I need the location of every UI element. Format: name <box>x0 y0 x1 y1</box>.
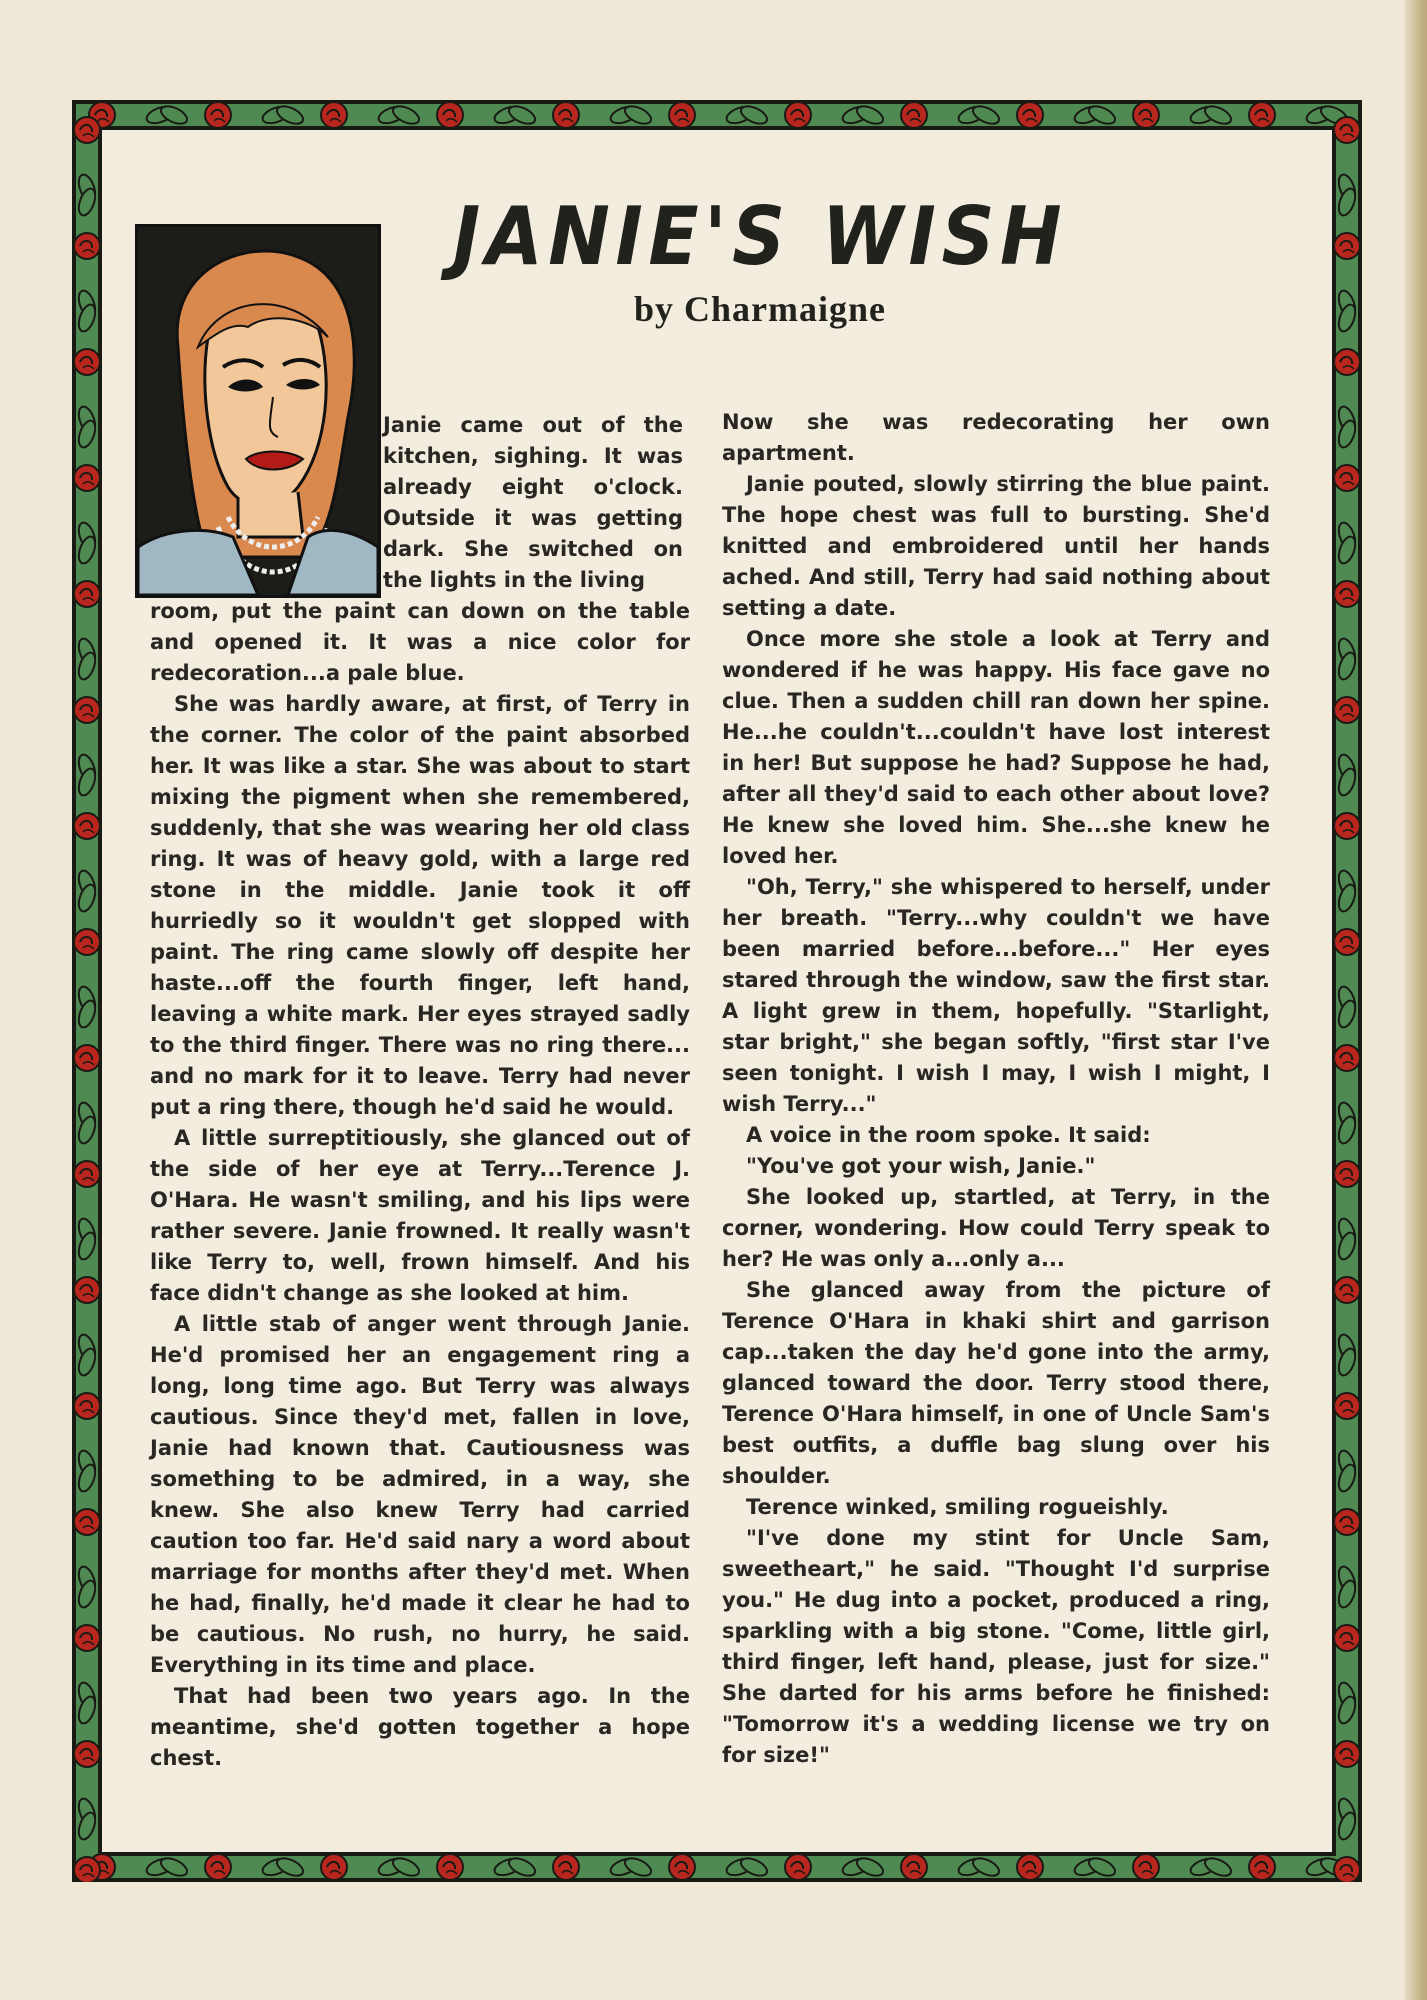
story-paragraph: Janie pouted, slowly stirring the blue paint. The hope chest was full to bursting. She'd knitted and embroidered until her hands ached. And still, Terry had said nothing about setting a date. <box>722 472 1270 620</box>
page-edge <box>1405 0 1427 2000</box>
story-paragraph: A little surreptitiously, she glanced out of the side of her eye at Terry...Terence J. O'Hara. He wasn't smiling, and his lips were rather severe. Janie frowned. It really wasn't like Terry to, well, frown himself. And his face didn't change as she looked at him. <box>150 1126 690 1305</box>
story-paragraph: A little stab of anger went through Janie. He'd promised her an engagement ring a long, long time ago. But Terry was always cautious. Since they'd met, fallen in love, Janie had known that. Cautiousness was something to be admired, in a way, she knew. She also knew Terry had carried caution too far. He'd said nary a word about marriage for months after they'd met. When he had, finally, he'd made it clear he had to be cautious. No rush, no hurry, he said. Everything in its time and place. <box>150 1312 690 1677</box>
story-paragraph: Terence winked, smiling rogueishly. <box>746 1495 1169 1519</box>
story-paragraph: Once more she stole a look at Terry and wondered if he was happy. His face gave no clue. Then a sudden chill ran down her spine. He...he couldn't...couldn't have lost interest in her! But suppose he had? Suppose he had, after all they'd said to each other about love? He knew she loved him. She...she knew he loved her. <box>722 627 1270 868</box>
story-paragraph: She glanced away from the picture of Terence O'Hara in khaki shirt and garrison cap...taken the day he'd gone into the army, glanced toward the door. Terry stood there, Terence O'Hara himself, in one of Uncle Sam's best outfits, a duffle bag slung over his shoulder. <box>722 1278 1270 1488</box>
story-paragraph: A voice in the room spoke. It said: <box>746 1123 1151 1147</box>
story-title: JANIE'S WISH <box>452 190 1068 283</box>
story-intro-text <box>383 410 683 596</box>
story-paragraph: She looked up, startled, at Terry, in the corner, wondering. How could Terry speak to her? He was only a...only a... <box>722 1185 1270 1271</box>
story-paragraph: room, put the paint can down on the table and opened it. It was a nice color for redecoration...a pale blue. <box>150 599 690 685</box>
intro-paragraph: Janie came out of the kitchen, sighing. It was already eight o'clock. Outside it was getting dark. She switched on the lights in the living <box>383 413 683 592</box>
story-paragraph: "You've got your wish, Janie." <box>746 1154 1096 1178</box>
story-right-column <box>722 407 1270 1771</box>
story-paragraph: That had been two years ago. In the meantime, she'd gotten together a hope chest. <box>150 1684 690 1770</box>
story-paragraph: She was hardly aware, at first, of Terry in the corner. The color of the paint absorbed her. It was like a star. She was about to start mixing the pigment when she remembered, suddenly, that she was wearing her old class ring. It was of heavy gold, with a large red stone in the middle. Janie took it off hurriedly so it wouldn't get slopped with paint. The ring came slowly off despite her haste...off the fourth finger, left hand, leaving a white mark. Her eyes strayed sadly to the third finger. There was no ring there... and no mark for it to leave. Terry had never put a ring there, though he'd said he would. <box>150 692 690 1119</box>
story-byline: by Charmaigne <box>633 289 886 329</box>
portrait-illustration <box>138 227 378 595</box>
story-paragraph: "Oh, Terry," she whispered to herself, under her breath. "Terry...why couldn't we have been married before...before..." Her eyes stared through the window, saw the first star. A light grew in them, hopefully. "Starlight, star bright," she began softly, "first star I've seen tonight. I wish I may, I wish I might, I wish Terry..." <box>722 875 1270 1116</box>
story-paragraph: Now she was redecorating her own apartment. <box>722 410 1270 465</box>
story-left-column <box>150 596 690 1774</box>
woman-portrait-icon <box>135 224 381 598</box>
story-paragraph: "I've done my stint for Uncle Sam, sweetheart," he said. "Thought I'd surprise you." He dug into a pocket, produced a ring, sparkling with a big stone. "Come, little girl, third finger, left hand, please, just for size." She darted for his arms before he finished: "Tomorrow it's a wedding license we try on for size!" <box>722 1526 1270 1767</box>
